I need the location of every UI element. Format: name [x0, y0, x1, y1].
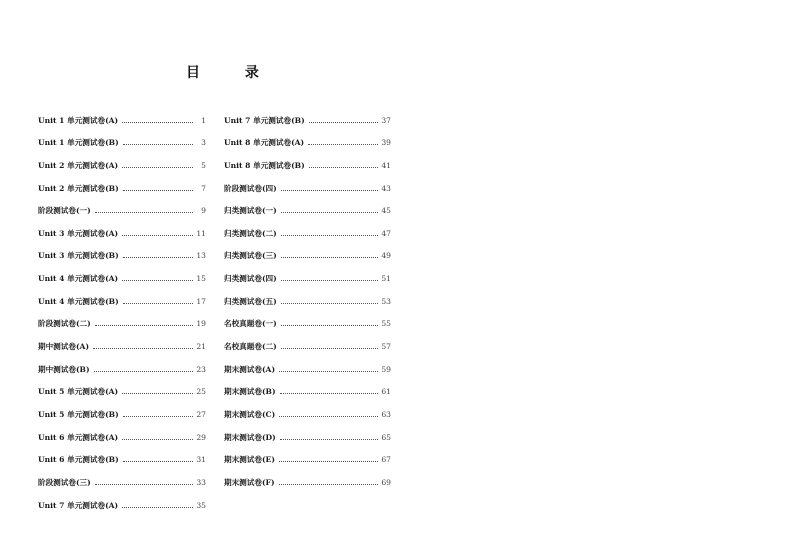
toc-entry[interactable]	[38, 357, 206, 380]
toc-entry-label: Unit 5 单元测试卷(A)	[38, 387, 119, 397]
toc-entry[interactable]	[224, 153, 391, 176]
dot-leader	[281, 348, 378, 349]
toc-entry-label: 期末测试卷(E)	[224, 455, 275, 465]
toc-entry-label: Unit 8 单元测试卷(A)	[224, 138, 305, 148]
dot-leader	[94, 371, 193, 372]
page-title: 目 录	[186, 65, 279, 81]
toc-entry-label: Unit 3 单元测试卷(B)	[38, 251, 119, 261]
toc-entry[interactable]	[224, 312, 391, 335]
dot-leader	[95, 484, 193, 485]
toc-entry-label: 阶段测试卷(三)	[38, 477, 91, 487]
toc-column-left	[38, 108, 206, 516]
toc-entry-page-number: 59	[381, 364, 391, 374]
toc-entry-page-number: 25	[196, 387, 206, 397]
toc-entry-page-number: 21	[196, 342, 206, 352]
toc-entry-page-number: 55	[381, 319, 391, 329]
toc-entry-page-number: 51	[381, 274, 391, 284]
toc-entry-page-number: 49	[381, 251, 391, 261]
toc-entry-label: 归类测试卷(五)	[224, 296, 277, 306]
toc-entry-label: 归类测试卷(四)	[224, 274, 277, 284]
toc-entry[interactable]	[38, 221, 206, 244]
toc-entry-label: Unit 1 单元测试卷(A)	[38, 115, 119, 125]
dot-leader	[308, 144, 378, 145]
toc-entry[interactable]	[38, 493, 206, 516]
dot-leader	[122, 393, 193, 394]
toc-entry-page-number: 69	[381, 477, 391, 487]
toc-entry-label: 阶段测试卷(一)	[38, 206, 91, 216]
toc-entry-page-number: 9	[201, 206, 206, 216]
toc-entry-page-number: 35	[196, 500, 206, 510]
toc-entry-label: 期末测试卷(A)	[224, 364, 276, 374]
toc-entry-label: Unit 7 单元测试卷(B)	[224, 115, 305, 125]
toc-entry-label: 期末测试卷(D)	[224, 432, 276, 442]
toc-entry[interactable]	[38, 448, 206, 471]
toc-entry[interactable]	[38, 108, 206, 131]
toc-entry-label: Unit 2 单元测试卷(B)	[38, 183, 119, 193]
toc-entry-label: Unit 6 单元测试卷(A)	[38, 432, 119, 442]
toc-entry-page-number: 33	[196, 477, 206, 487]
dot-leader	[281, 257, 378, 258]
toc-entry-page-number: 29	[196, 432, 206, 442]
toc-entry-page-number: 27	[196, 409, 206, 419]
toc-entry-label: 归类测试卷(三)	[224, 251, 277, 261]
toc-entry-label: Unit 2 单元测试卷(A)	[38, 160, 119, 170]
toc-entry-page-number: 45	[381, 206, 391, 216]
toc-entry-page-number: 61	[381, 387, 391, 397]
toc-entry-label: 期末测试卷(B)	[224, 387, 276, 397]
dot-leader	[280, 439, 378, 440]
toc-entry[interactable]	[38, 176, 206, 199]
dot-leader	[93, 348, 193, 349]
toc-entry-label: Unit 7 单元测试卷(A)	[38, 500, 119, 510]
toc-entry-page-number: 39	[381, 138, 391, 148]
toc-entry-label: Unit 3 单元测试卷(A)	[38, 228, 119, 238]
dot-leader	[280, 393, 378, 394]
toc-entry-page-number: 47	[381, 228, 391, 238]
toc-entry-label: Unit 6 单元测试卷(B)	[38, 455, 119, 465]
toc-entry[interactable]	[38, 266, 206, 289]
dot-leader	[122, 507, 193, 508]
dot-leader	[279, 416, 378, 417]
toc-entry-page-number: 5	[201, 160, 206, 170]
toc-entry[interactable]	[38, 153, 206, 176]
dot-leader	[281, 325, 378, 326]
toc-entry-label: 期末测试卷(C)	[224, 409, 276, 419]
toc-entry-label: 名校真题卷(一)	[224, 319, 277, 329]
toc-entry-label: Unit 4 单元测试卷(B)	[38, 296, 119, 306]
dot-leader	[95, 325, 193, 326]
toc-entry-label: 阶段测试卷(二)	[38, 319, 91, 329]
toc-entry[interactable]	[224, 402, 391, 425]
toc-entry[interactable]	[224, 448, 391, 471]
toc-entry[interactable]	[224, 244, 391, 267]
toc-entry-label: Unit 5 单元测试卷(B)	[38, 409, 119, 419]
toc-entry[interactable]	[224, 108, 391, 131]
toc-entry[interactable]	[224, 199, 391, 222]
toc-entry-page-number: 65	[381, 432, 391, 442]
toc-entry[interactable]	[224, 176, 391, 199]
dot-leader	[279, 461, 378, 462]
dot-leader	[122, 167, 193, 168]
toc-entry[interactable]	[224, 357, 391, 380]
dot-leader	[281, 303, 378, 304]
dot-leader	[281, 235, 378, 236]
toc-entry-page-number: 53	[381, 296, 391, 306]
dot-leader	[122, 439, 193, 440]
toc-entry[interactable]	[224, 334, 391, 357]
toc-entry-page-number: 13	[196, 251, 206, 261]
toc-entry-label: 归类测试卷(二)	[224, 228, 277, 238]
toc-column-right	[224, 108, 391, 493]
toc-entry[interactable]	[38, 244, 206, 267]
toc-entry[interactable]	[224, 131, 391, 154]
toc-entry-page-number: 37	[381, 115, 391, 125]
toc-entry[interactable]	[224, 266, 391, 289]
toc-entry-label: 归类测试卷(一)	[224, 206, 277, 216]
toc-entry-page-number: 63	[381, 409, 391, 419]
dot-leader	[309, 122, 378, 123]
toc-entry[interactable]	[38, 131, 206, 154]
dot-leader	[123, 144, 193, 145]
toc-entry-page-number: 23	[196, 364, 206, 374]
dot-leader	[279, 371, 378, 372]
dot-leader	[123, 303, 193, 304]
toc-entry-page-number: 3	[201, 138, 206, 148]
dot-leader	[309, 167, 378, 168]
dot-leader	[281, 212, 378, 213]
toc-entry[interactable]	[38, 312, 206, 335]
toc-entry-page-number: 7	[201, 183, 206, 193]
toc-entry[interactable]	[38, 289, 206, 312]
toc-entry-label: 阶段测试卷(四)	[224, 183, 277, 193]
dot-leader	[122, 122, 193, 123]
toc-entry[interactable]	[224, 289, 391, 312]
toc-entry[interactable]	[38, 402, 206, 425]
dot-leader	[123, 461, 193, 462]
dot-leader	[122, 235, 193, 236]
toc-entry-page-number: 43	[381, 183, 391, 193]
toc-entry-page-number: 31	[196, 455, 206, 465]
dot-leader	[281, 190, 378, 191]
toc-entry-page-number: 17	[196, 296, 206, 306]
toc-entry-label: Unit 1 单元测试卷(B)	[38, 138, 119, 148]
toc-entry-page-number: 11	[196, 228, 206, 238]
toc-entry-label: 期中测试卷(B)	[38, 364, 90, 374]
dot-leader	[122, 280, 193, 281]
toc-entry[interactable]	[38, 334, 206, 357]
dot-leader	[123, 190, 193, 191]
toc-entry[interactable]	[224, 425, 391, 448]
toc-entry-label: 期末测试卷(F)	[224, 477, 275, 487]
toc-entry[interactable]	[38, 470, 206, 493]
dot-leader	[281, 280, 378, 281]
toc-entry[interactable]	[224, 221, 391, 244]
dot-leader	[123, 416, 193, 417]
toc-entry-label: Unit 4 单元测试卷(A)	[38, 274, 119, 284]
toc-entry[interactable]	[38, 380, 206, 403]
dot-leader	[123, 257, 193, 258]
toc-entry-page-number: 15	[196, 274, 206, 284]
toc-entry-page-number: 41	[381, 160, 391, 170]
toc-entry-page-number: 19	[196, 319, 206, 329]
dot-leader	[279, 484, 378, 485]
toc-entry[interactable]	[224, 380, 391, 403]
toc-entry[interactable]	[38, 199, 206, 222]
toc-entry-label: Unit 8 单元测试卷(B)	[224, 160, 305, 170]
toc-entry-page-number: 1	[201, 115, 206, 125]
toc-entry[interactable]	[224, 470, 391, 493]
toc-entry-label: 期中测试卷(A)	[38, 342, 90, 352]
toc-entry-label: 名校真题卷(二)	[224, 342, 277, 352]
toc-entry-page-number: 67	[381, 455, 391, 465]
toc-entry[interactable]	[38, 425, 206, 448]
dot-leader	[95, 212, 193, 213]
toc-entry-page-number: 57	[381, 342, 391, 352]
